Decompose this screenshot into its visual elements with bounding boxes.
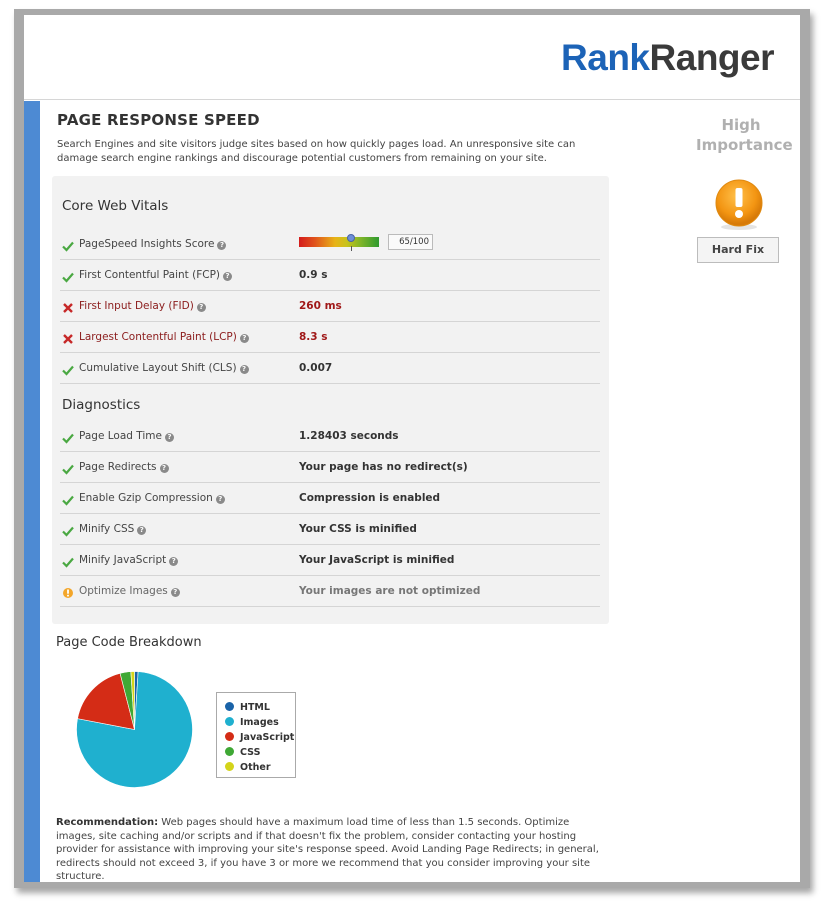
metric-label: Minify CSS ? — [79, 523, 146, 535]
metric-value: Your JavaScript is minified — [299, 554, 455, 566]
metric-value: 8.3 s — [299, 331, 328, 343]
cross-icon — [62, 333, 74, 345]
legend-dot-icon — [225, 717, 234, 726]
recommendation-text: Recommendation: Web pages should have a maximum load time of less than 1.5 seconds. Optimize images, site caching and/or scripts and if that doesn't fix the problem, consider contacting your hosting provider for assistance with improving your site's response speed. Avoid Landing Page Redirects; in general, redirects should not exceed 3, if you have 3 or more we recommend that you consider improving your site structure. — [56, 817, 599, 882]
metric-value: 0.007 — [299, 362, 333, 374]
check-icon — [62, 271, 74, 283]
help-icon[interactable]: ? — [197, 303, 206, 312]
metric-row — [60, 514, 600, 545]
legend-item-other: Other — [225, 762, 271, 773]
help-icon[interactable]: ? — [223, 272, 232, 281]
metric-label: Largest Contentful Paint (LCP) ? — [79, 331, 249, 343]
metric-value: Compression is enabled — [299, 492, 441, 504]
metric-row — [60, 421, 600, 452]
legend-dot-icon — [225, 732, 234, 741]
check-icon — [62, 525, 74, 537]
check-icon — [62, 240, 74, 252]
pagespeed-score: 65/100 — [388, 234, 433, 250]
metric-label: Cumulative Layout Shift (CLS) ? — [79, 362, 249, 374]
check-icon — [62, 494, 74, 506]
check-icon — [62, 364, 74, 376]
metric-row — [60, 452, 600, 483]
check-icon — [62, 463, 74, 475]
legend-item-css: CSS — [225, 747, 260, 758]
metric-label: Page Load Time ? — [79, 430, 174, 442]
code-breakdown-pie-chart — [72, 667, 197, 792]
metric-value: Your images are not optimized — [299, 585, 481, 597]
pagespeed-gauge — [299, 237, 379, 247]
metric-row — [60, 291, 600, 322]
legend-item-html: HTML — [225, 702, 270, 713]
metric-row — [60, 545, 600, 576]
metric-row — [60, 353, 600, 384]
check-icon — [62, 556, 74, 568]
check-icon — [62, 432, 74, 444]
pagespeed-label: PageSpeed Insights Score ? — [79, 238, 226, 250]
rankranger-logo: RankRanger — [561, 37, 774, 78]
intro-text: Search Engines and site visitors judge sites based on how quickly pages load. An unresponsive site can damage search engine rankings and discourage potential customers from remaining on your site. — [57, 139, 576, 164]
metric-label: First Input Delay (FID) ? — [79, 300, 206, 312]
metric-value: 260 ms — [299, 300, 342, 312]
accent-stripe — [24, 101, 40, 882]
metric-label: Minify JavaScript ? — [79, 554, 178, 566]
warning-icon — [713, 179, 765, 231]
help-icon[interactable]: ? — [240, 334, 249, 343]
help-icon[interactable]: ? — [169, 557, 178, 566]
metrics-panel — [52, 176, 609, 624]
help-icon[interactable]: ? — [160, 464, 169, 473]
help-icon[interactable]: ? — [165, 433, 174, 442]
metric-row — [60, 483, 600, 514]
metric-label: First Contentful Paint (FCP) ? — [79, 269, 232, 281]
importance-label: High Importance — [696, 116, 793, 154]
warning-dot-icon — [62, 587, 74, 599]
legend-item-images: Images — [225, 717, 279, 728]
header-bar — [24, 15, 800, 100]
report-card — [24, 15, 800, 882]
metric-row — [60, 260, 600, 291]
page-code-breakdown-heading: Page Code Breakdown — [56, 635, 202, 650]
metric-label: Page Redirects ? — [79, 461, 169, 473]
help-icon[interactable]: ? — [216, 495, 225, 504]
help-icon[interactable]: ? — [217, 241, 226, 250]
metric-row — [60, 576, 600, 607]
help-icon[interactable]: ? — [137, 526, 146, 535]
metric-value: 1.28403 seconds — [299, 430, 399, 442]
metric-label: Optimize Images ? — [79, 585, 180, 597]
metric-value: Your CSS is minified — [299, 523, 417, 535]
cross-icon — [62, 302, 74, 314]
hard-fix-button[interactable]: Hard Fix — [697, 237, 779, 263]
metric-row — [60, 322, 600, 353]
gauge-knob-icon — [347, 234, 355, 242]
pagespeed-score-row — [60, 229, 600, 260]
metric-value: Your page has no redirect(s) — [299, 461, 468, 473]
pie-legend — [216, 692, 296, 778]
help-icon[interactable]: ? — [240, 365, 249, 374]
report-frame — [14, 9, 810, 888]
legend-item-javascript: JavaScript — [225, 732, 294, 743]
legend-dot-icon — [225, 702, 234, 711]
metric-value: 0.9 s — [299, 269, 328, 281]
gauge-tick — [351, 246, 352, 251]
help-icon[interactable]: ? — [171, 588, 180, 597]
metric-label: Enable Gzip Compression ? — [79, 492, 225, 504]
page-title: PAGE RESPONSE SPEED — [57, 111, 260, 129]
diagnostics-heading: Diagnostics — [62, 397, 141, 413]
legend-dot-icon — [225, 747, 234, 756]
core-web-vitals-heading: Core Web Vitals — [62, 198, 169, 214]
legend-dot-icon — [225, 762, 234, 771]
